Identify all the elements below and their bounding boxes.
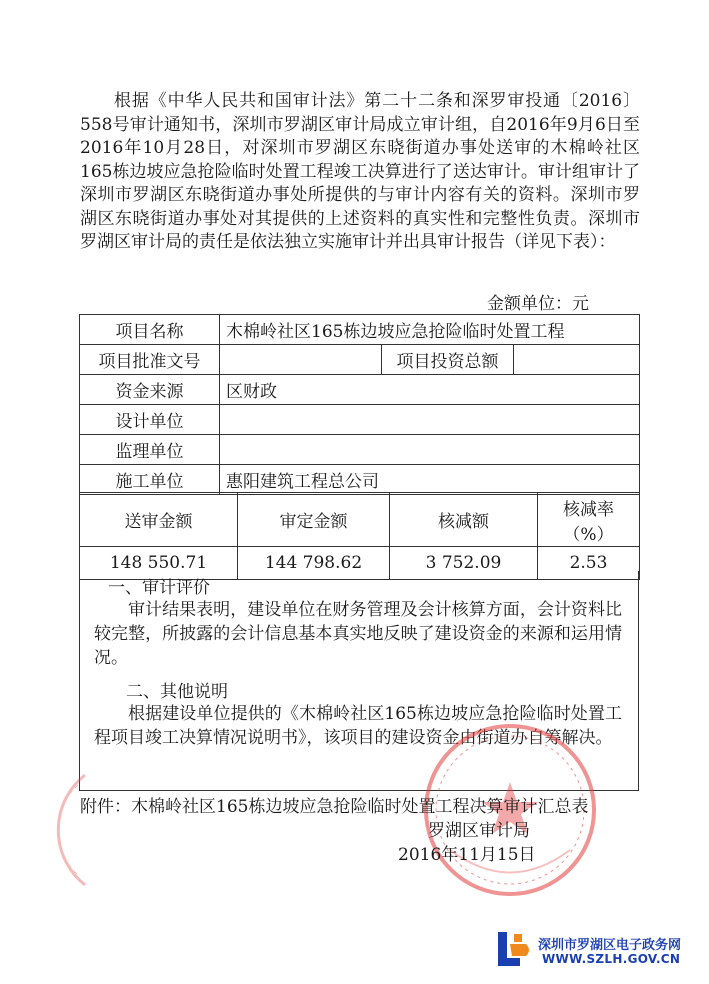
approval-doc-label: 项目批准文号: [80, 345, 220, 375]
approval-doc-value: [220, 345, 382, 375]
submitted-amount-header: 送审金额: [80, 493, 238, 547]
submitted-amount-value: 148 550.71: [80, 547, 238, 580]
table-row: [80, 435, 640, 465]
signing-organization: 罗湖区审计局: [428, 821, 530, 841]
supervision-unit-value: [220, 435, 640, 465]
fund-source-value: 区财政: [220, 375, 640, 405]
audit-amount-table: [79, 492, 640, 580]
section1-text: 审计结果表明，建设单位在财务管理及会计核算方面，会计资料比较完整，所披露的会计信息基本真实地反映了建设资金的来源和运用情况。: [94, 600, 622, 668]
project-name-label: 项目名称: [80, 315, 220, 345]
reduction-amount-value: 3 752.09: [390, 547, 538, 580]
watermark-logo: [496, 930, 696, 970]
project-name-value: 木棉岭社区165栋边坡应急抢险临时处置工程: [220, 315, 640, 345]
section2-title: 二、其他说明: [126, 682, 228, 702]
attachment-note: 附件：木棉岭社区165栋边坡应急抢险临时处置工程决算审计汇总表: [80, 797, 589, 817]
watermark-url: WWW.SZLH.GOV.CN: [542, 952, 681, 966]
design-unit-value: [220, 405, 640, 435]
table-row: [80, 375, 640, 405]
table-row: [80, 405, 640, 435]
partial-seal-stamp: [10, 770, 90, 890]
design-unit-label: 设计单位: [80, 405, 220, 435]
table-row: [80, 315, 640, 345]
fund-source-label: 资金来源: [80, 375, 220, 405]
approved-amount-value: 144 798.62: [238, 547, 390, 580]
reduction-rate-header-line1: 核减率: [563, 499, 614, 520]
watermark-title: 深圳市罗湖区电子政务网: [538, 938, 682, 953]
construction-unit-label: 施工单位: [80, 465, 220, 495]
table-header-row: [80, 493, 640, 547]
intro-paragraph: 根据《中华人民共和国审计法》第二十二条和深罗审投通〔2016〕558号审计通知书，深圳市罗湖区审计局成立审计组，自2016年9月6日至2016年10月28日，对深圳市罗湖区东晓街道办事处送审的木棉岭社区165栋边坡应急抢险临时处置工程竣工决算进行了送达审计。审计组审计了深圳市罗湖区东晓街道办事处所提供的与审计内容有关的资料。深圳市罗湖区东晓街道办事处对其提供的上述资料的真实性和完整性负责。深圳市罗湖区审计局的责任是依法独立实施审计并出具审计报告（详见下表）：: [80, 91, 640, 252]
site-logo-icon: [496, 930, 534, 970]
reduction-rate-header: [538, 493, 640, 547]
table-row: [80, 345, 640, 375]
investment-value: [514, 345, 640, 375]
section1-title: 一、审计评价: [108, 578, 210, 598]
project-info-table: [79, 314, 640, 495]
reduction-rate-value: 2.53: [538, 547, 640, 580]
signing-date: 2016年11月15日: [398, 845, 536, 865]
section2-text: 根据建设单位提供的《木棉岭社区165栋边坡应急抢险临时处置工程项目竣工决算情况说明书》，该项目的建设资金由街道办自筹解决。: [94, 704, 622, 748]
construction-unit-value: 惠阳建筑工程总公司: [220, 465, 640, 495]
investment-label: 项目投资总额: [382, 345, 514, 375]
reduction-amount-header: 核减额: [390, 493, 538, 547]
unit-label: 金额单位：元: [487, 294, 589, 314]
supervision-unit-label: 监理单位: [80, 435, 220, 465]
approved-amount-header: 审定金额: [238, 493, 390, 547]
reduction-rate-header-line2: （%）: [563, 524, 614, 545]
table-row: [80, 465, 640, 495]
